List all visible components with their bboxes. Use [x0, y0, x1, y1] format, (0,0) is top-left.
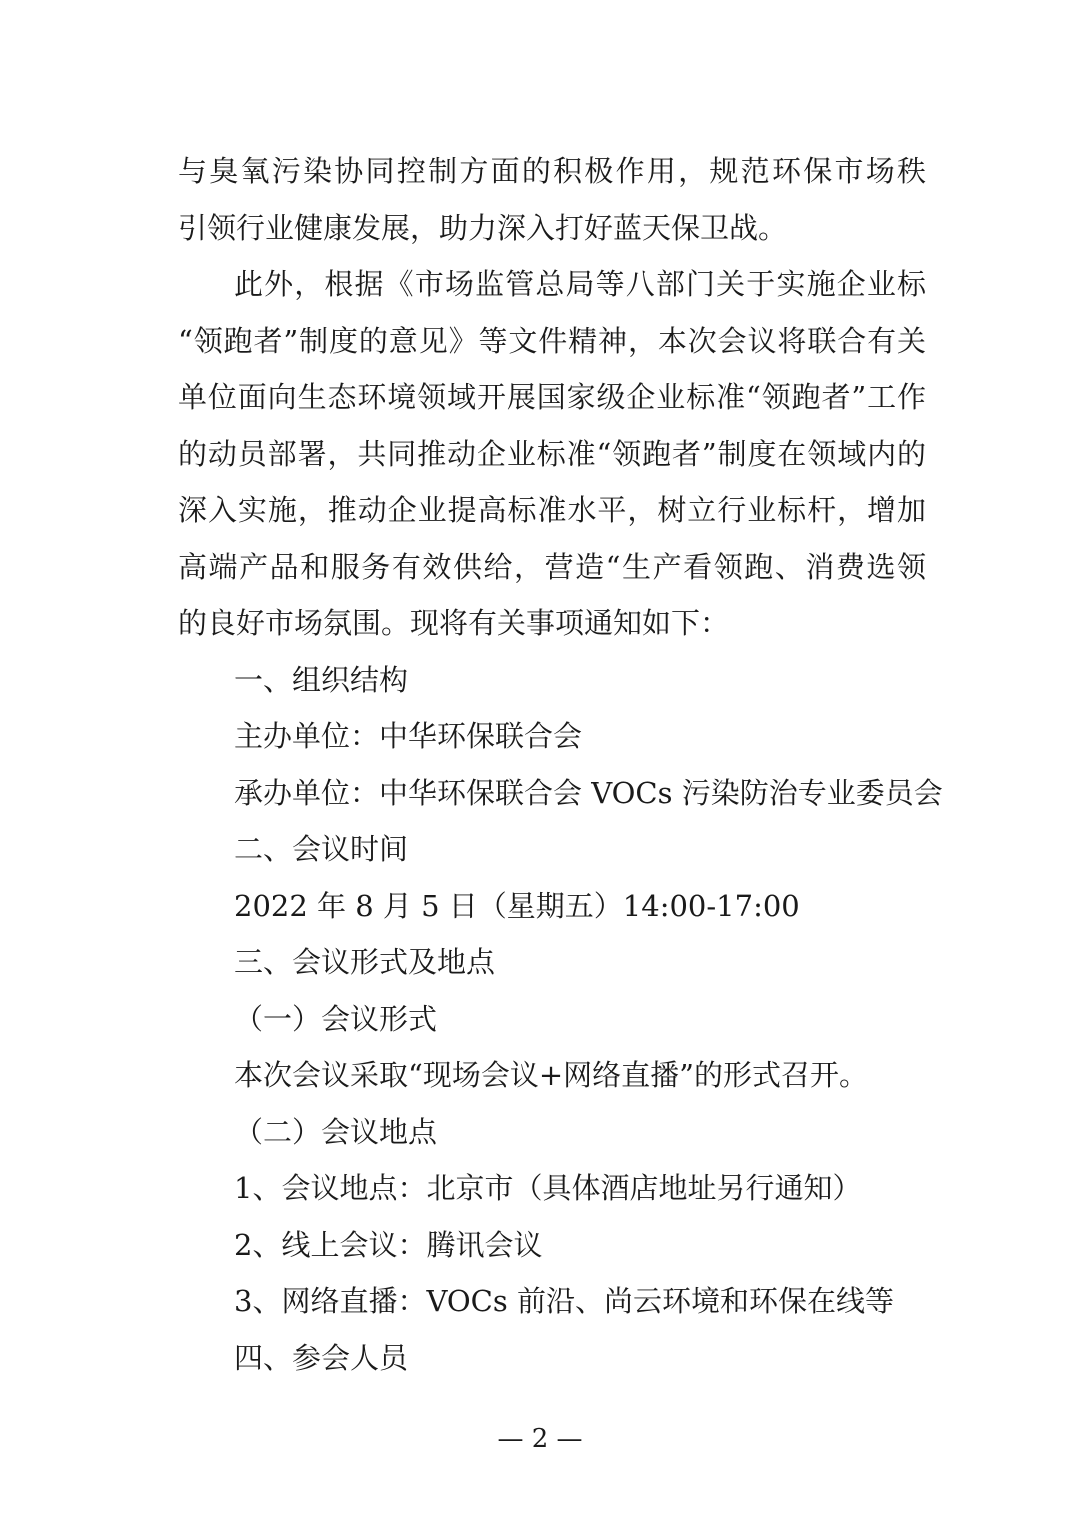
text-line: （二）会议地点: [234, 1114, 438, 1149]
text-line: 的良好市场氛围。现将有关事项通知如下：: [178, 606, 730, 640]
text-line: 单位面向生态环境领域开展国家级企业标准“领跑者”工作: [178, 380, 926, 414]
text-line: 2022 年 8 月 5 日（星期五）14:00-17:00: [234, 888, 800, 923]
text-line: 2、线上会议：腾讯会议: [234, 1227, 543, 1262]
text-line: 本次会议采取“现场会议+网络直播”的形式召开。: [234, 1058, 868, 1092]
text-line: 1、会议地点：北京市（具体酒店地址另行通知）: [234, 1171, 862, 1205]
text-line: 高端产品和服务有效供给，营造“生产看领跑、消费选领: [178, 549, 926, 584]
text-line: （一）会议形式: [234, 1001, 438, 1036]
text-line: 深入实施，推动企业提高标准水平，树立行业标杆，增加: [178, 493, 926, 527]
page-number: — 2 —: [497, 1424, 583, 1454]
text-line: 承办单位：中华环保联合会 VOCs 污染防治专业委员会: [234, 775, 943, 810]
text-line: “领跑者”制度的意见》等文件精神，本次会议将联合有关: [178, 323, 926, 358]
text-line: 一、组织结构: [234, 662, 409, 697]
text-line: 3、网络直播：VOCs 前沿、尚云环境和环保在线等: [234, 1284, 894, 1318]
text-line: 二、会议时间: [234, 832, 409, 866]
text-line: 引领行业健康发展，助力深入打好蓝天保卫战。: [178, 210, 788, 245]
text-line: 主办单位：中华环保联合会: [234, 719, 583, 753]
text-line: 的动员部署，共同推动企业标准“领跑者”制度在领域内的: [178, 436, 926, 471]
text-line: 此外，根据《市场监管总局等八部门关于实施企业标: [234, 267, 926, 301]
text-line: 四、参会人员: [234, 1340, 409, 1375]
text-line: 三、会议形式及地点: [234, 945, 496, 979]
text-line: 与臭氧污染协同控制方面的积极作用，规范环保市场秩: [178, 154, 926, 188]
document-body: [178, 146, 943, 1389]
